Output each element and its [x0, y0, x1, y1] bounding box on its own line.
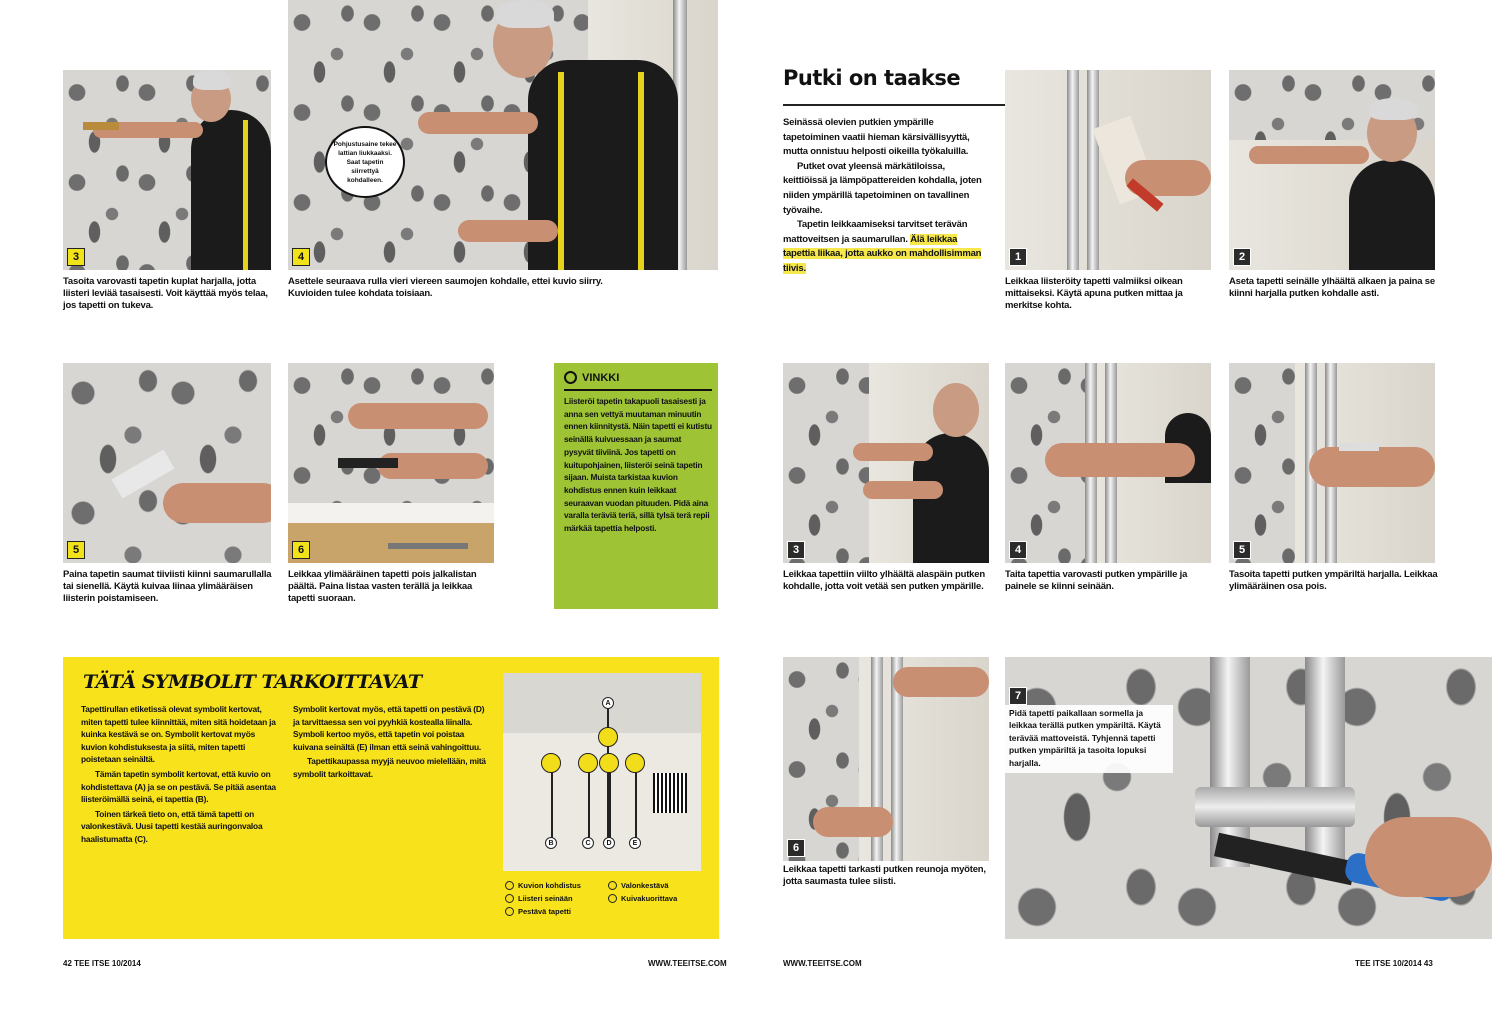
tip-heading: [564, 371, 619, 384]
speech-bubble: Pohjustusaine tekee lattian liukkaaksi. Saat tapetin siirrettyä kohdalleen.: [325, 126, 405, 198]
symbol-dot-icon: [608, 894, 617, 903]
symbols-paragraph: Tapettikaupassa myyjä neuvoo mielellään, mitä symbolit tarkoittavat.: [293, 756, 486, 779]
caption-text: ylhäältä alkaen ja paina se kiinni harjalla putken kohdalle asti.: [1229, 276, 1435, 299]
symbol-letter-b: B: [545, 837, 557, 849]
legend-label: Kuivakuorittava: [621, 894, 678, 903]
photo-step6: [288, 363, 494, 563]
photo-r3: [783, 363, 989, 563]
caption-text: sormella ja leikkaa terällä putken ympäriltä. Käytä terävää mattoveistä. Tyhjennä tapetti putken ympäriltä ja tasoita lopuksi harjalla.: [1009, 708, 1161, 768]
photo-r5: [1229, 363, 1435, 563]
caption-r7: [1005, 705, 1173, 773]
legend-item: [505, 881, 581, 890]
step-number-badge: 6: [787, 839, 805, 857]
legend-label: Kuvion kohdistus: [518, 881, 581, 890]
symbols-paragraph: Toinen tärkeä tieto on, että tämä tapetti on valonkestävä. Uusi tapetti kestää auringonvaloa haalistumatta (C).: [81, 808, 263, 844]
caption-text: tiiviisti kiinni saumarullalla tai sienellä. Käytä kuivaa liinaa ylimääräisen liisterin poistamiseen.: [63, 569, 272, 604]
symbol-badge-icon: [598, 727, 618, 747]
caption-step3: [63, 276, 273, 312]
step-number-badge: 4: [1009, 541, 1027, 559]
tip-divider: [564, 389, 712, 391]
caption-text: pois jalkalistan päältä. Paina listaa vasten terällä ja leikkaa tapetti suoraan.: [288, 569, 477, 604]
symbol-badge-icon: [541, 753, 561, 773]
legend-label: Valonkestävä: [621, 881, 669, 890]
caption-text: tarkasti putken reunoja myöten, jotta saumasta tulee siisti.: [783, 864, 986, 887]
photo-step5: [63, 363, 271, 563]
step-number-badge: 3: [67, 248, 85, 266]
caption-step6: [288, 569, 498, 605]
caption-bold: Tasoita tapetti: [1229, 569, 1290, 580]
step-number-badge: 4: [292, 248, 310, 266]
legend-label: Liisteri seinään: [518, 894, 573, 903]
symbols-heading: TÄTÄ SYMBOLIT TARKOITTAVAT: [83, 671, 422, 693]
step-number-badge: 5: [1233, 541, 1251, 559]
photo-r7: [1005, 657, 1492, 939]
symbol-letter-e: E: [629, 837, 641, 849]
caption-text: tapetin kuplat harjalla, jotta liisteri leviää tasaisesti. Voit käyttää myös telaa, jos tapetti on tukeva.: [63, 276, 268, 311]
caption-r1: [1005, 276, 1215, 312]
step-number-badge: 2: [1233, 248, 1251, 266]
caption-r5: [1229, 569, 1439, 593]
symbol-letter-a: A: [602, 697, 614, 709]
symbol-letter-c: C: [582, 837, 594, 849]
photo-r2: [1229, 70, 1435, 270]
legend-item: [608, 881, 669, 890]
caption-bold: Taita tapettia varovasti: [1005, 569, 1103, 580]
intro-paragraph: Putket ovat yleensä märkätiloissa, keittiöissä ja lämpöpattereiden kohdalla, joten niiden ympärillä tapetoiminen on tavallinen työvaihe.: [783, 160, 982, 216]
symbols-paragraph: Tämän tapetin symbolit kertovat, että kuvio on kohdistettava (A) ja se on pestävä. Se pitää asentaa liisteröimällä seinä, ei tapettia (B).: [81, 768, 276, 805]
caption-text: putken ympärille ja painele se kiinni seinään.: [1005, 569, 1188, 592]
caption-bold: Leikkaa ylimääräinen tapetti: [288, 569, 410, 580]
intro-paragraph: Seinässä olevien putkien ympärille tapetoiminen vaatii hieman kärsivällisyyttä, mutta onnistuu helposti oikeilla työkaluilla.: [783, 117, 970, 158]
caption-r3: [783, 569, 993, 593]
wallpaper-label-photo: [503, 673, 701, 871]
step-number-badge: 5: [67, 541, 85, 559]
step-number-badge: 6: [292, 541, 310, 559]
legend-label: Pestävä tapetti: [518, 907, 571, 916]
intro-highlight: Älä leikkaa tapettia liikaa, jotta aukko on mahdollisimman tiivis.: [783, 233, 982, 274]
caption-bold: Tasoita varovasti: [63, 276, 137, 287]
caption-bold: Leikkaa tapetti: [783, 864, 846, 875]
caption-step4: [288, 276, 618, 300]
legend-item: [505, 894, 573, 903]
tip-text: Liisteröi tapetin takapuoli tasaisesti ja anna sen vettyä muutaman minuutin ennen kiinnitystä. Näin tapetti ei kutistu seinällä kuivuessaan ja saumat pysyvät tiiviinä. Jos tapetti on kuitupohjainen, liisteröi seinä tapetin sijaan. Muista tarkistaa kuvion kohdistus ennen kuin leikkaat seuraavan vuodan pituuden. Pidä aina varalla teräviä teriä, sillä tylsä terä repii märkää tapettia helposti.: [564, 396, 712, 534]
symbol-dot-icon: [505, 907, 514, 916]
caption-bold: Leikkaa liisteröity tapetti: [1005, 276, 1111, 287]
caption-bold: Leikkaa tapettiin viilto: [783, 569, 878, 580]
photo-r1: [1005, 70, 1211, 270]
caption-r6: [783, 864, 993, 888]
caption-bold: Paina tapetin saumat: [63, 569, 155, 580]
caption-text: putken ympäriltä harjalla. Leikkaa ylimääräinen osa pois.: [1229, 569, 1438, 592]
legend-item: [505, 907, 571, 916]
symbols-box: [63, 657, 719, 939]
caption-text: ylhäältä alaspäin putken kohdalle, jotta voit vetää sen putken ympärille.: [783, 569, 985, 592]
symbols-paragraph: Tapettirullan etiketissä olevat symbolit kertovat, miten tapetti tulee kiinnittää, miten sitä hoidetaan ja kuinka kestävä se on. Symbolit kertovat myös kuvion kohdistuksesta ja siitä, miten tapetti poistetaan seinältä.: [81, 704, 276, 765]
footer-left-page-number: 42 TEE ITSE 10/2014: [63, 959, 141, 968]
symbol-badge-icon: [599, 753, 619, 773]
intro-paragraph: [783, 218, 983, 276]
legend-item: [608, 894, 677, 903]
footer-right-url: WWW.TEEITSE.COM: [783, 959, 862, 968]
symbol-badge-icon: [625, 753, 645, 773]
caption-r2: [1229, 276, 1439, 300]
caption-text: vieri viereen saumojen kohdalle, ettei kuvio siirry. Kuvioiden tulee kohdata toisiaan.: [288, 276, 603, 299]
photo-r4: [1005, 363, 1211, 563]
symbols-col1: [81, 703, 277, 846]
footer-left-url: WWW.TEEITSE.COM: [648, 959, 727, 968]
symbol-dot-icon: [608, 881, 617, 890]
tip-box: [554, 363, 718, 609]
symbol-dot-icon: [505, 881, 514, 890]
caption-bold: Asettele seuraava rulla: [288, 276, 387, 287]
intro-text: [783, 116, 983, 277]
caption-bold: Aseta tapetti seinälle: [1229, 276, 1320, 287]
symbol-dot-icon: [505, 894, 514, 903]
symbol-letter-d: D: [603, 837, 615, 849]
step-number-badge: 7: [1009, 687, 1027, 705]
caption-step5: [63, 569, 273, 605]
page-title: Putki on taakse: [783, 66, 961, 90]
symbols-col2: [293, 703, 489, 781]
step-number-badge: 1: [1009, 248, 1027, 266]
tip-heading-text: VINKKI: [582, 371, 620, 384]
symbol-badge-icon: [578, 753, 598, 773]
footer-right-page-number: TEE ITSE 10/2014 43: [1355, 959, 1433, 968]
caption-r4: [1005, 569, 1215, 593]
photo-step3: [63, 70, 271, 270]
title-rule: [783, 104, 1007, 106]
lightbulb-icon: [564, 371, 577, 384]
photo-r6: [783, 657, 989, 861]
symbols-paragraph: Symbolit kertovat myös, että tapetti on pestävä (D) ja tarvittaessa sen voi pyyhkiä kostealla liinalla. Symboli kertoo myös, että tapetin voi poistaa kuivana seinältä (E) ilman että seinä vahingoittuu.: [293, 704, 485, 752]
caption-text: valmiiksi oikean mittaiseksi. Käytä apuna putken mittaa ja merkitse kohta.: [1005, 276, 1183, 311]
caption-bold: Pidä tapetti paikallaan: [1009, 708, 1097, 718]
step-number-badge: 3: [787, 541, 805, 559]
intro-paragraph-text: Tapetin leikkaamiseksi tarvitset terävän mattoveitsen ja saumarullan.: [783, 219, 968, 245]
